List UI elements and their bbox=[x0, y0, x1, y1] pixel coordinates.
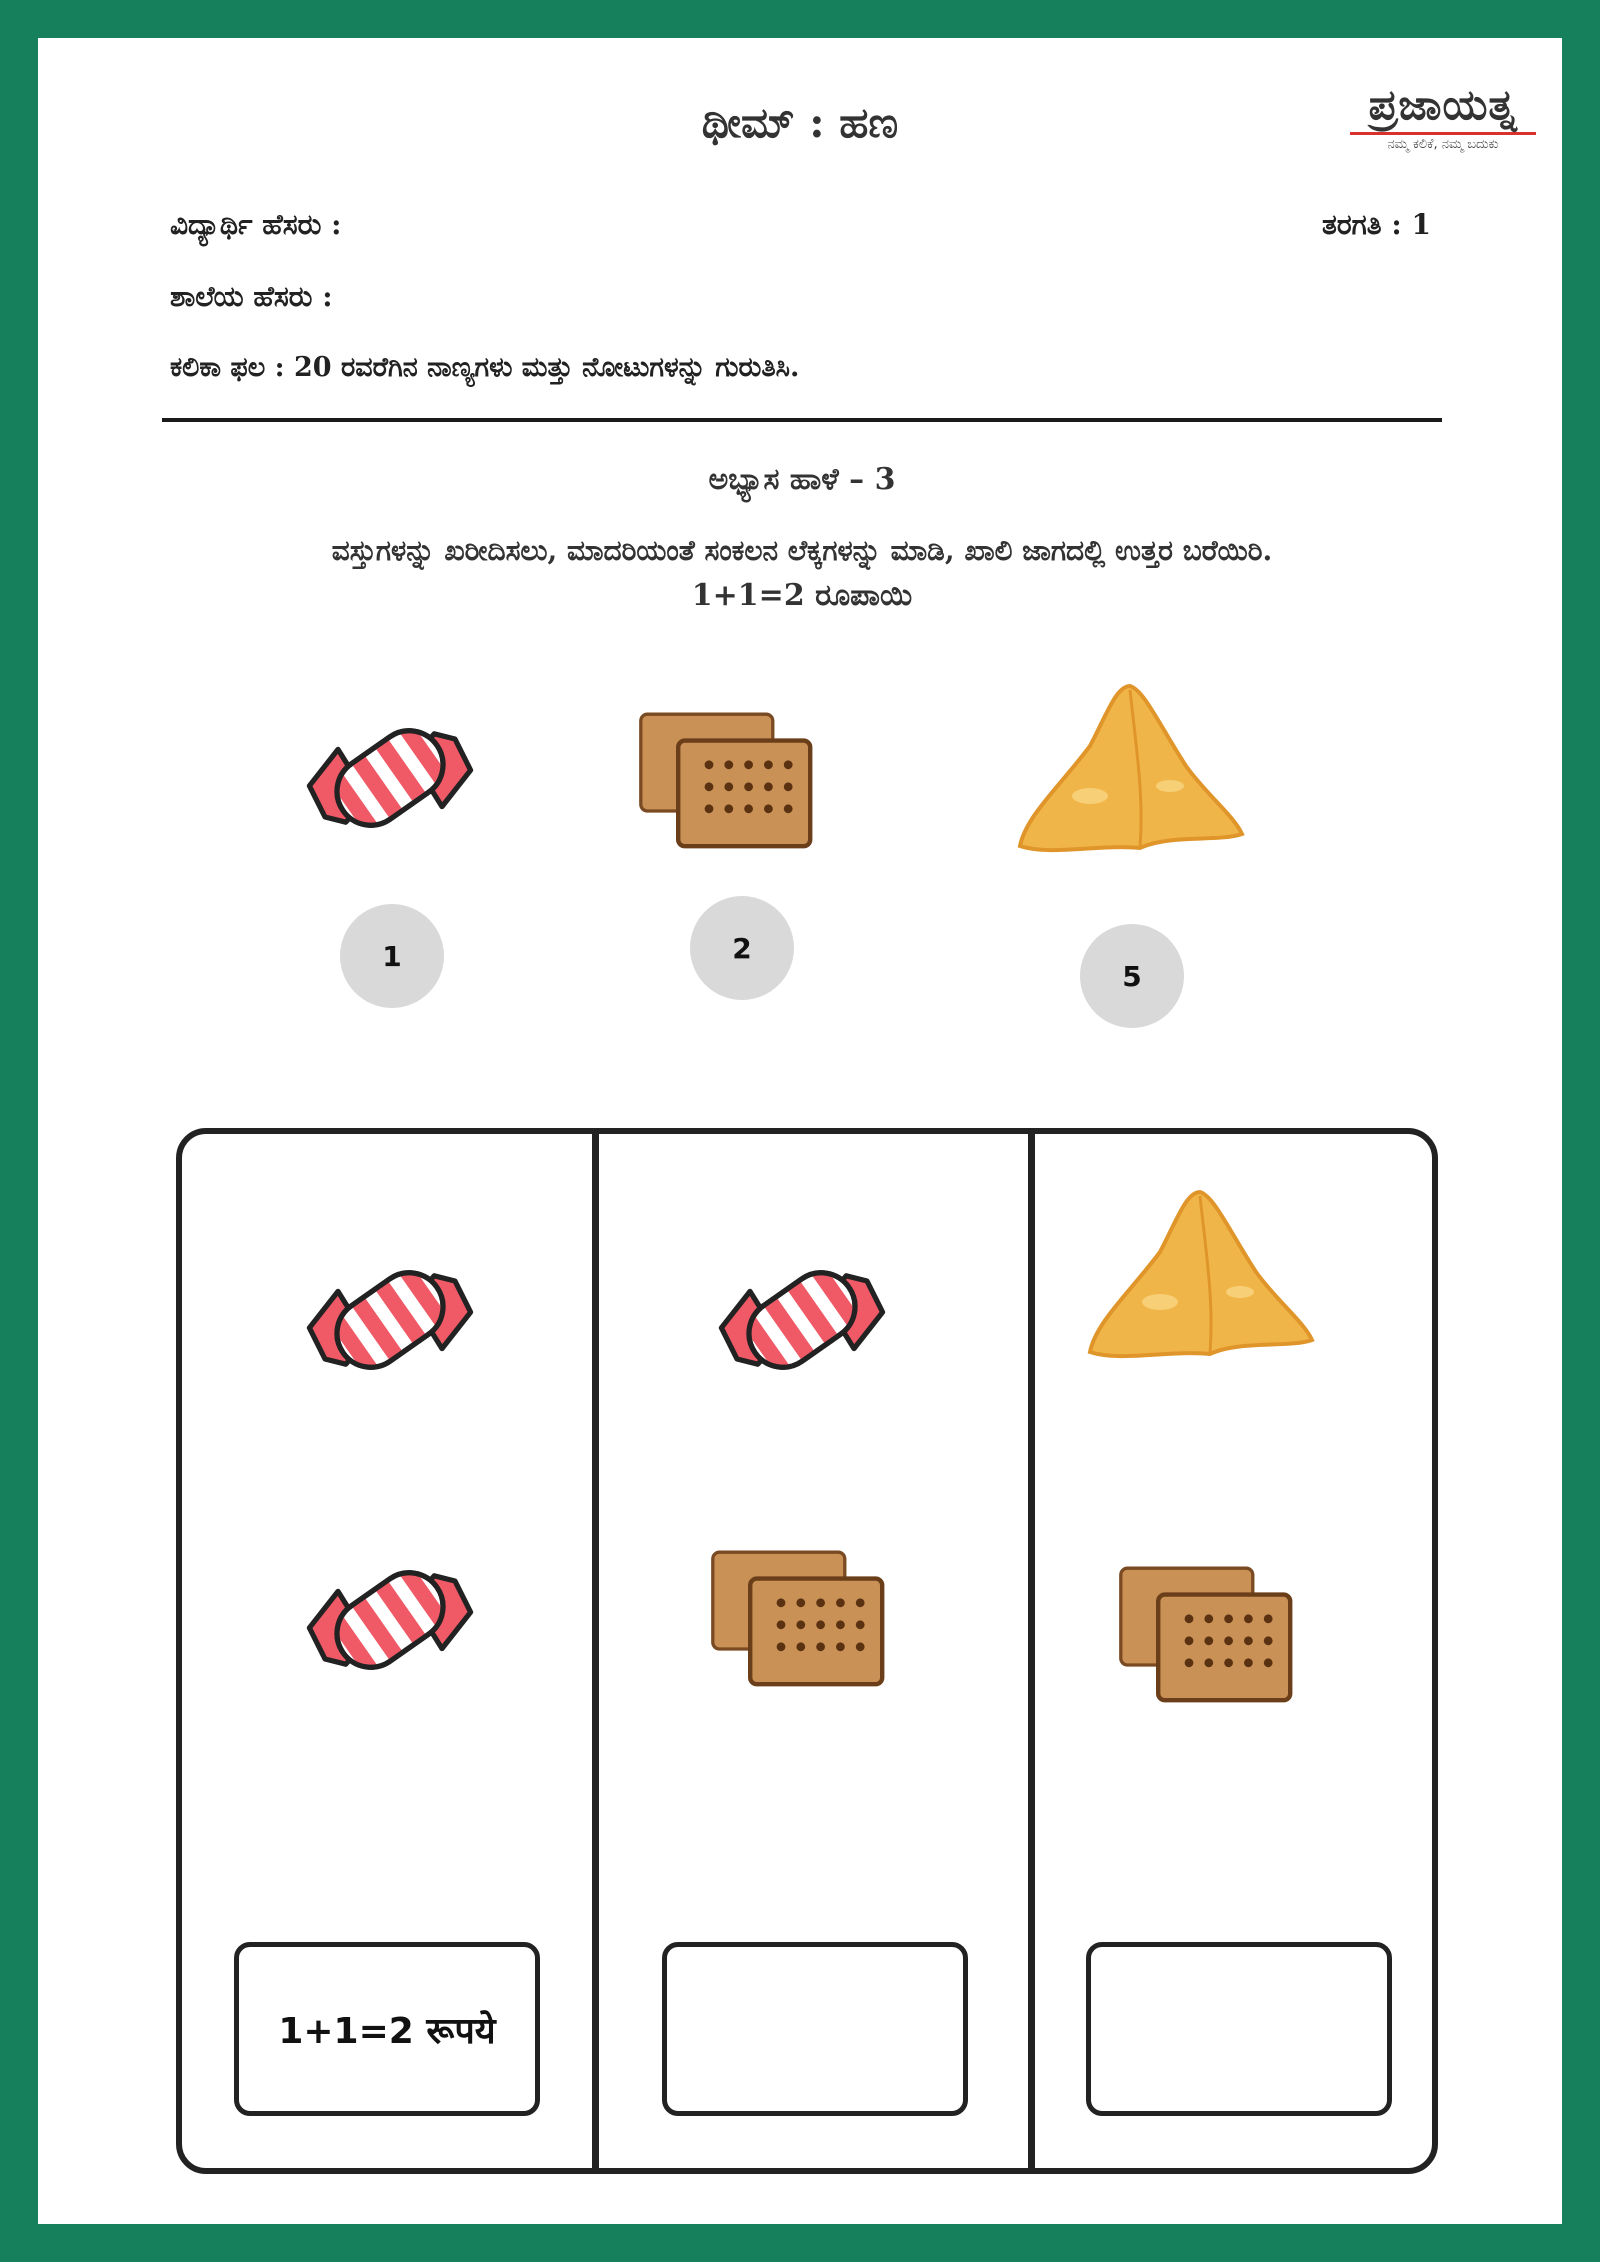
logo-underline bbox=[1350, 132, 1536, 135]
column3-item-1 bbox=[1080, 1172, 1320, 1412]
column2-item-2 bbox=[692, 1516, 892, 1716]
instruction-text: ವಸ್ತುಗಳನ್ನು ಖರೀದಿಸಲು, ಮಾದರಿಯಂತೆ ಸಂಕಲನ ಲೆಕ್ಕಗಳನ್ನು ಮಾಡಿ, ಖಾಲಿ ಜಾಗದಲ್ಲಿ ಉತ್ತರ ಬರೆಯಿರಿ. bbox=[331, 534, 1273, 567]
column2-item-1 bbox=[702, 1220, 902, 1420]
candy-icon bbox=[702, 1220, 902, 1420]
biscuit-icon bbox=[620, 678, 820, 878]
samosa-icon bbox=[1010, 666, 1250, 906]
learning-outcome: ಕಲಿಕಾ ಫಲ : 20 ರವರೆಗಿನ ನಾಣ್ಯಗಳು ಮತ್ತು ನೋಟುಗಳನ್ನು ಗುರುತಿಸಿ. bbox=[170, 352, 800, 383]
price-circle-samosa: 5 bbox=[1080, 924, 1184, 1028]
biscuit-icon bbox=[1100, 1532, 1300, 1732]
candy-icon bbox=[290, 1520, 490, 1720]
price-item-biscuit bbox=[620, 678, 820, 878]
worksheet-heading: ಅಭ್ಯಾಸ ಹಾಳೆ – 3 bbox=[708, 462, 896, 497]
logo-tagline: ನಮ್ಮ ಕಲಿಕೆ, ನಮ್ಮ ಬದುಕು bbox=[1387, 137, 1499, 152]
logo-text: ಪ್ರಜಾಯತ್ನ bbox=[1368, 80, 1518, 129]
student-name-label: ವಿದ್ಯಾರ್ಥಿ ಹೆಸರು : bbox=[170, 208, 342, 241]
prajayatna-logo bbox=[1318, 80, 1568, 152]
example-text: 1+1=2 ರೂಪಾಯಿ bbox=[691, 578, 913, 613]
theme-title: ಥೀಮ್ : ಹಣ bbox=[701, 98, 899, 147]
biscuit-icon bbox=[692, 1516, 892, 1716]
worksheet-page bbox=[38, 38, 1562, 2224]
answer-box-1[interactable]: 1+1=2 रूपये bbox=[234, 1942, 540, 2116]
price-item-candy bbox=[290, 678, 490, 878]
column1-item-2 bbox=[290, 1520, 490, 1720]
column3-item-2 bbox=[1100, 1532, 1300, 1732]
class-label: ತರಗತಿ : 1 bbox=[1322, 208, 1431, 241]
price-item-samosa bbox=[1010, 666, 1250, 906]
candy-icon bbox=[290, 1220, 490, 1420]
price-circle-candy: 1 bbox=[340, 904, 444, 1008]
candy-icon bbox=[290, 678, 490, 878]
column1-item-1 bbox=[290, 1220, 490, 1420]
answer-box-2[interactable] bbox=[662, 1942, 968, 2116]
column-divider-1 bbox=[592, 1130, 599, 2172]
school-name-label: ಶಾಲೆಯ ಹೆಸರು : bbox=[170, 280, 333, 313]
price-circle-biscuit: 2 bbox=[690, 896, 794, 1000]
column-divider-2 bbox=[1028, 1130, 1035, 2172]
header-divider bbox=[162, 418, 1442, 422]
samosa-icon bbox=[1080, 1172, 1320, 1412]
answer-box-3[interactable] bbox=[1086, 1942, 1392, 2116]
